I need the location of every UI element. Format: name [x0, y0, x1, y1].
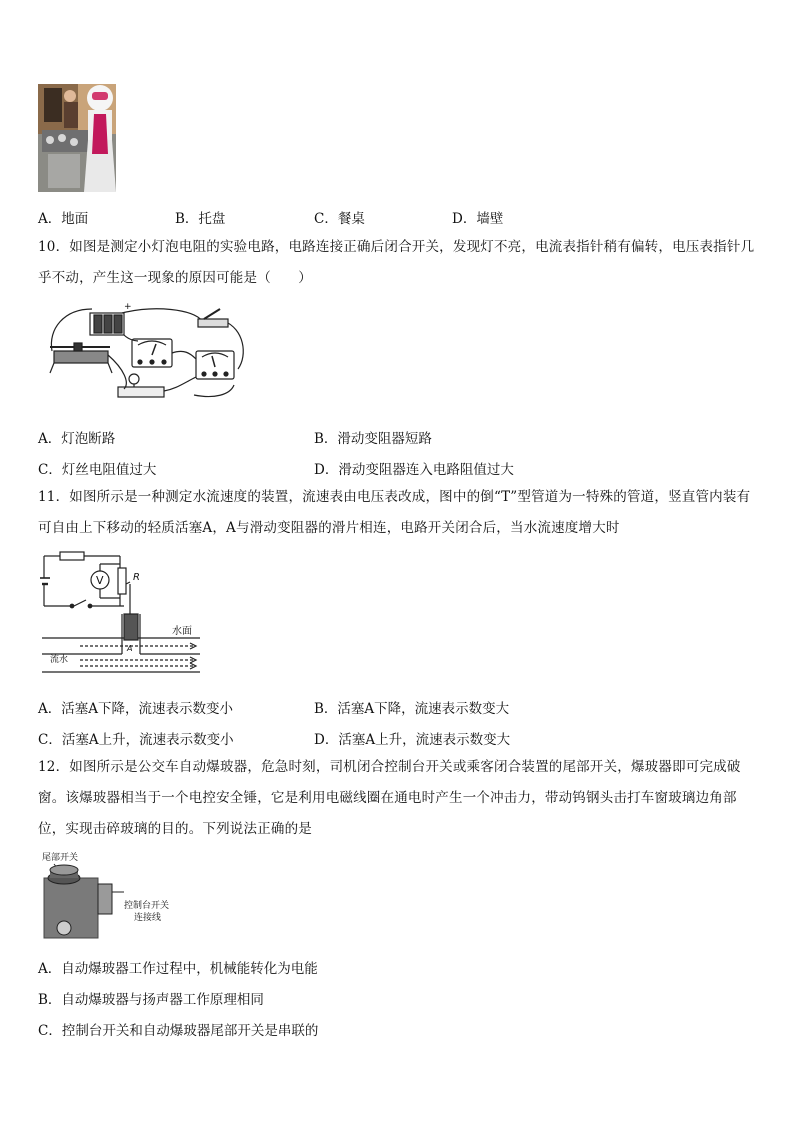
q12-option-a[interactable]: A．自动爆玻器工作过程中，机械能转化为电能: [38, 961, 318, 977]
piston-label: A: [127, 644, 133, 653]
q12-glass-breaker-figure: [40, 848, 170, 944]
q10-option-d[interactable]: D．滑动变阻器连入电路阻值过大: [314, 462, 514, 478]
tail-switch-label: 尾部开关: [42, 853, 79, 863]
q9-option-a[interactable]: A．地面: [38, 211, 89, 227]
q10-option-a[interactable]: A．灯泡断路: [38, 431, 116, 447]
q11-stem: 11．如图所示是一种测定水流速度的装置，流速表由电压表改成，图中的倒“T”型管道为一特殊的管道，竖直管内装有可自由上下移动的轻质活塞A，A与滑动变阻器的滑片相连，电路开关闭合后，当水流速度增大时: [38, 489, 751, 536]
q11-option-c[interactable]: C．活塞A上升，流速表示数变小: [38, 732, 234, 748]
q10-circuit-figure: [44, 299, 252, 405]
q10-option-b[interactable]: B．滑动变阻器短路: [314, 431, 432, 447]
flowing-water-label: 流水: [50, 655, 69, 665]
q12-option-b[interactable]: B．自动爆玻器与扬声器工作原理相同: [38, 992, 264, 1008]
robot-waiter-photo: [38, 84, 116, 192]
q11-option-a[interactable]: A．活塞A下降，流速表示数变小: [38, 701, 233, 717]
q12-option-c[interactable]: C．控制台开关和自动爆玻器尾部开关是串联的: [38, 1023, 319, 1039]
q9-option-d[interactable]: D．墙壁: [452, 211, 504, 227]
voltmeter-symbol: V: [96, 574, 104, 587]
q12-stem: 12．如图所示是公交车自动爆玻器，危急时刻，司机闭合控制台开关或乘客闭合装置的尾部开关，爆玻器即可完成破窗。该爆玻器相当于一个电控安全锤，它是利用电磁线圈在通电时产生一个冲击力，带动钨钢头击打车窗玻璃边角部位，实现击碎玻璃的目的。下列说法正确的是: [38, 759, 741, 837]
q10-option-c[interactable]: C．灯丝电阻值过大: [38, 462, 157, 478]
q11-option-b[interactable]: B．活塞A下降，流速表示数变大: [314, 701, 510, 717]
q11-option-d[interactable]: D．活塞A上升，流速表示数变大: [314, 732, 511, 748]
q9-option-c[interactable]: C．餐桌: [314, 211, 365, 227]
console-switch-label: 控制台开关: [124, 901, 170, 911]
resistor-label: R: [133, 572, 140, 583]
q9-option-b[interactable]: B．托盘: [175, 211, 226, 227]
connecting-wire-label: 连接线: [134, 913, 162, 923]
q10-stem: 10．如图是测定小灯泡电阻的实验电路，电路连接正确后闭合开关，发现灯不亮，电流表指针稍有偏转，电压表指针几乎不动，产生这一现象的原因可能是（ ）: [38, 239, 755, 286]
battery-plus-sign: +: [124, 302, 132, 312]
q11-flow-figure: [40, 550, 210, 680]
water-surface-label: 水面: [172, 626, 192, 637]
